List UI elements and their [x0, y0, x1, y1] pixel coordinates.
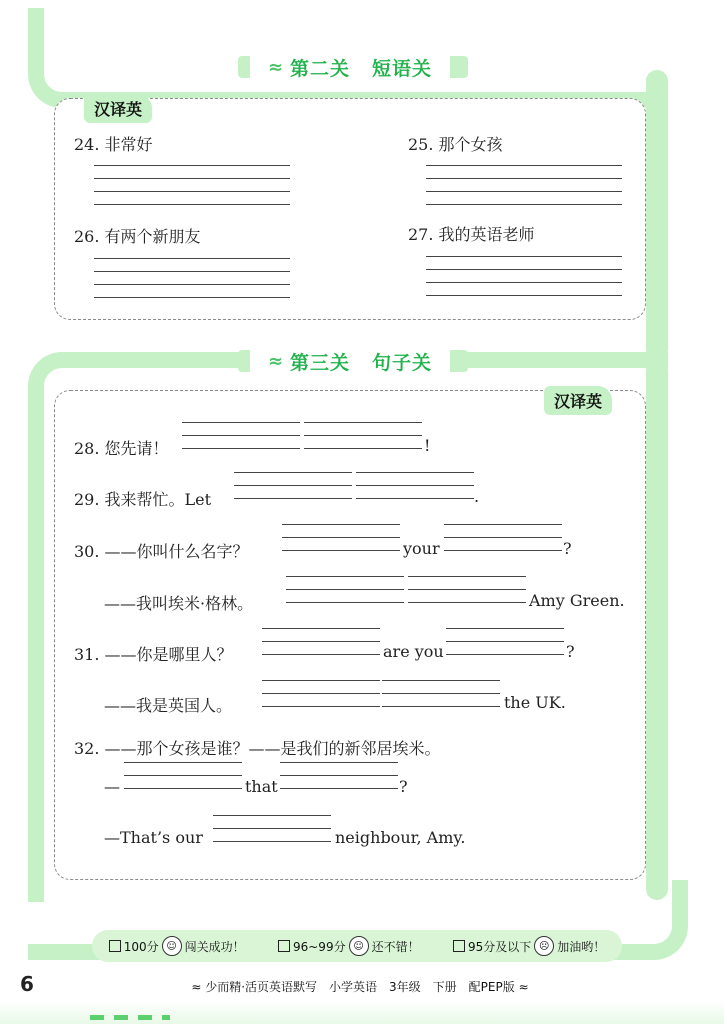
phrase-24: 24. 非常好: [74, 135, 153, 154]
section2-banner: [250, 54, 450, 80]
question-32-line1-end: ?: [399, 777, 408, 796]
face-icon: ☺: [162, 936, 182, 956]
answer-blank[interactable]: [280, 762, 398, 792]
answer-blank[interactable]: [262, 628, 380, 658]
answer-line[interactable]: [426, 269, 622, 270]
question-31: 31. ——你是哪里人？: [74, 645, 233, 664]
answer-blank[interactable]: [282, 524, 400, 554]
answer-blank[interactable]: [286, 576, 404, 606]
book-info: ≈ 少而精·活页英语默写 小学英语 3年级 下册 配PEP版 ≈: [191, 980, 529, 994]
question-29: 29. 我来帮忙。Let: [74, 490, 212, 509]
answer-line[interactable]: [94, 178, 290, 179]
decorative-frame-right-lower: [646, 360, 668, 900]
question-30: 30. ——你叫什么名字？: [74, 542, 249, 561]
answer-blank[interactable]: [446, 628, 564, 658]
answer-blank[interactable]: [234, 472, 352, 502]
answer-line[interactable]: [94, 271, 290, 272]
answer-line[interactable]: [94, 284, 290, 285]
smile-icon: ☺: [349, 936, 369, 956]
answer-line[interactable]: [426, 256, 622, 257]
section3-tag: 汉译英: [544, 386, 612, 415]
question-30-answer-end: Amy Green.: [529, 591, 625, 610]
checkbox-icon[interactable]: [278, 940, 290, 952]
phrase-25: 25. 那个女孩: [408, 135, 503, 154]
answer-line[interactable]: [94, 165, 290, 166]
question-29-end: .: [474, 487, 480, 506]
answer-blank[interactable]: [382, 680, 500, 710]
question-30-answer: ——我叫埃米·格林。: [104, 594, 254, 613]
page-number: 6: [20, 972, 34, 996]
answer-line[interactable]: [426, 178, 622, 179]
decorative-dashes: [90, 1015, 170, 1020]
wave-icon: ≈: [191, 980, 202, 994]
question-31-answer-end: the UK.: [504, 693, 566, 712]
bottom-strip: [0, 1000, 724, 1024]
encourage-face-icon: ☹: [534, 936, 554, 956]
section2-tag: 汉译英: [84, 94, 152, 123]
score-95-below: 95分及以下 ☹ 加油哟！: [453, 936, 605, 956]
phrase-27: 27. 我的英语老师: [408, 225, 535, 244]
question-32-line2-start: —That’s our: [104, 828, 203, 847]
answer-blank[interactable]: [444, 524, 562, 554]
answer-line[interactable]: [426, 165, 622, 166]
wave-icon: ≈: [518, 980, 529, 994]
section3-title-b: 句子关: [372, 351, 433, 374]
question-32-line1-mid: that: [245, 777, 278, 796]
answer-line[interactable]: [426, 282, 622, 283]
question-30-end: ?: [563, 539, 572, 558]
wave-icon: ≈: [267, 56, 285, 78]
answer-line[interactable]: [94, 297, 290, 298]
question-28-end: !: [424, 436, 431, 455]
section3-title-a: 第三关: [290, 351, 351, 374]
answer-line[interactable]: [94, 191, 290, 192]
answer-line[interactable]: [94, 204, 290, 205]
section2-title-b: 短语关: [372, 57, 433, 80]
answer-line[interactable]: [426, 191, 622, 192]
answer-blank[interactable]: [213, 815, 331, 845]
section3-banner: [250, 348, 450, 374]
question-32-line2-end: neighbour, Amy.: [335, 828, 466, 847]
question-31-end: ?: [566, 642, 575, 661]
score-96-99: 96~99分 ☺ 还不错！: [278, 936, 420, 956]
answer-line[interactable]: [426, 204, 622, 205]
answer-blank[interactable]: [304, 422, 422, 452]
answer-blank[interactable]: [124, 762, 242, 792]
decorative-frame-right: [646, 70, 668, 360]
question-31-mid: are you: [383, 642, 444, 661]
answer-line[interactable]: [426, 295, 622, 296]
answer-blank[interactable]: [262, 680, 380, 710]
answer-blank[interactable]: [408, 576, 526, 606]
score-100: 100分 ☺ 闯关成功！: [109, 936, 245, 956]
score-bar: [92, 930, 622, 962]
question-32: 32. ——那个女孩是谁？——是我们的新邻居埃米。: [74, 739, 441, 758]
section2-title-a: 第二关: [290, 57, 351, 80]
phrase-26: 26. 有两个新朋友: [74, 227, 201, 246]
checkbox-icon[interactable]: [109, 940, 121, 952]
checkbox-icon[interactable]: [453, 940, 465, 952]
answer-line[interactable]: [94, 258, 290, 259]
question-31-answer: ——我是英国人。: [104, 696, 233, 715]
wave-icon: ≈: [267, 350, 285, 372]
question-30-mid: your: [403, 539, 440, 558]
answer-blank[interactable]: [182, 422, 300, 452]
answer-blank[interactable]: [356, 472, 474, 502]
question-28: 28. 您先请！: [74, 439, 169, 458]
question-32-line1-start: —: [104, 777, 120, 796]
